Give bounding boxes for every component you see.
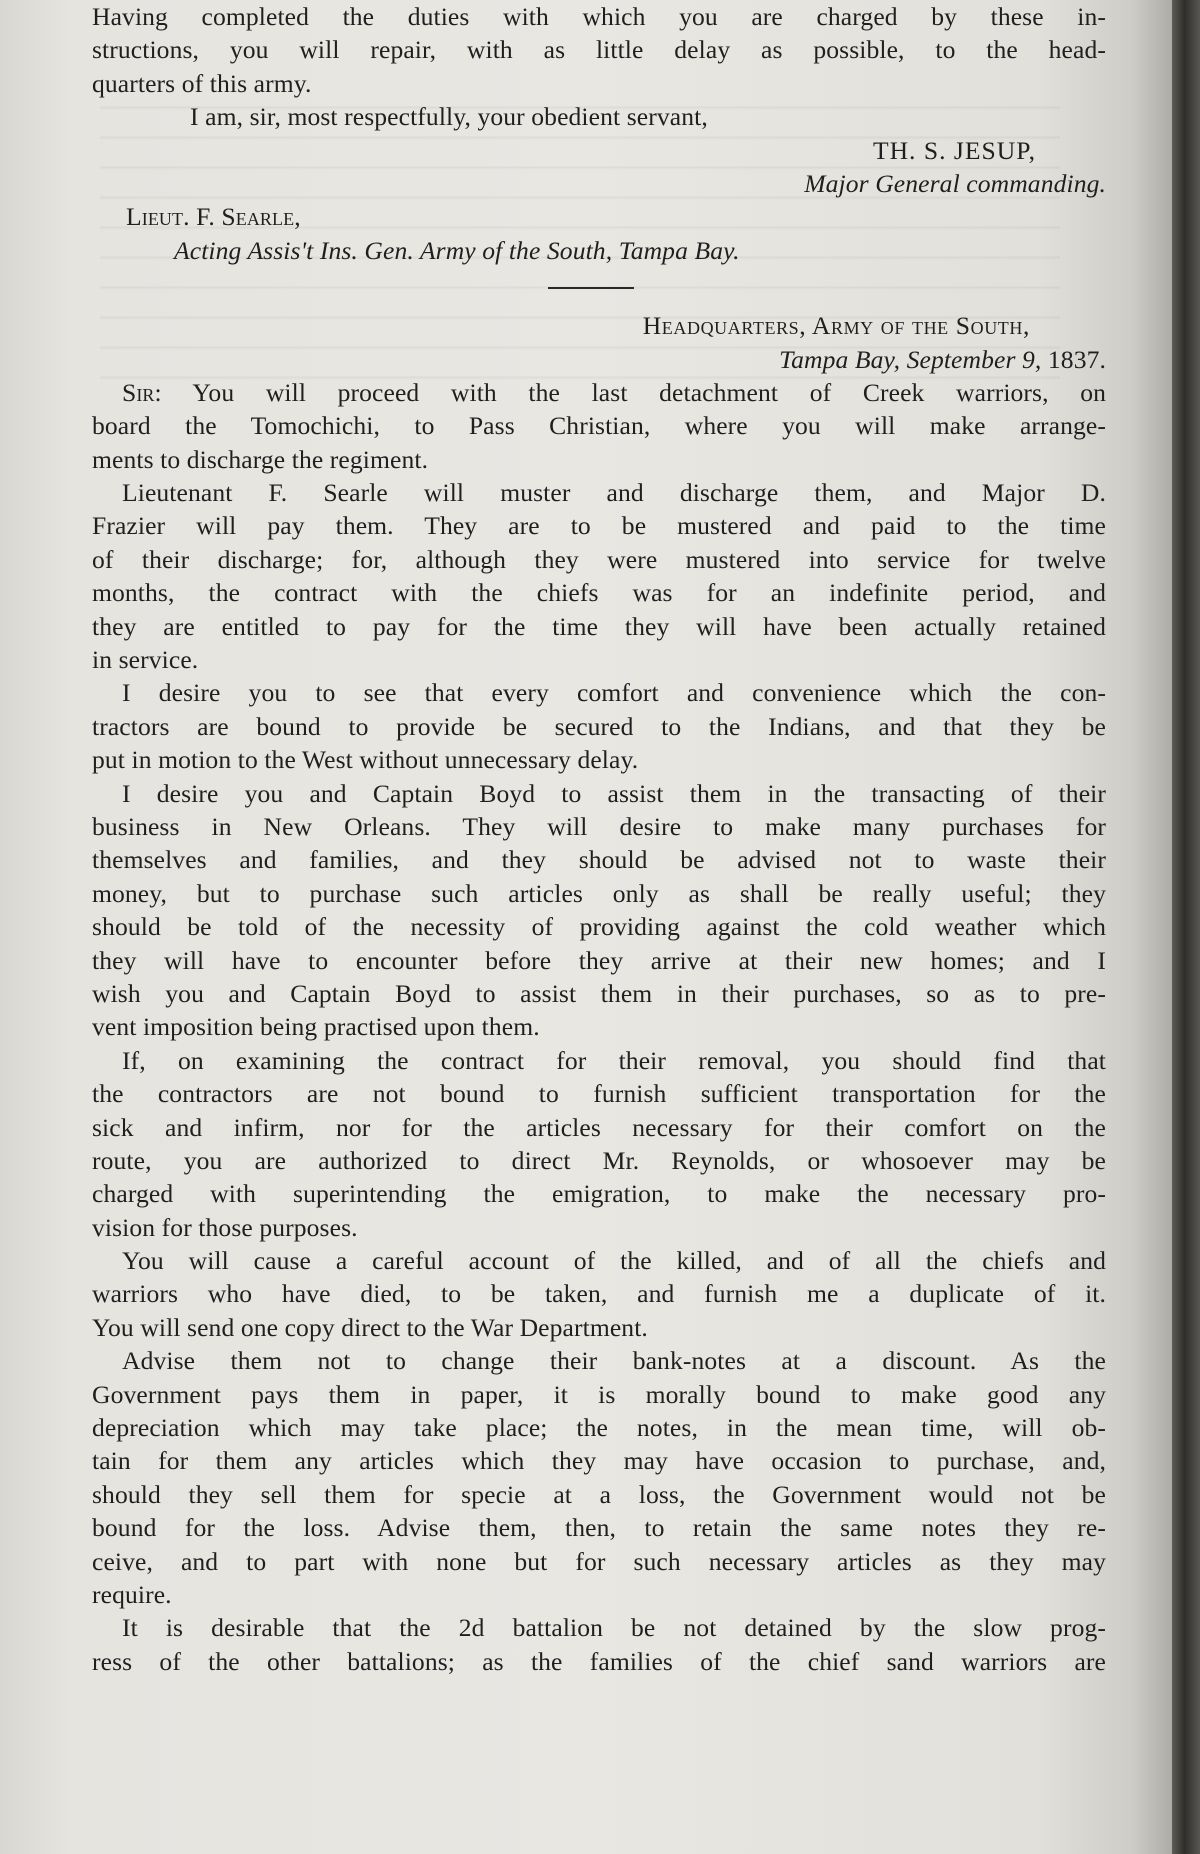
text-line: charged with superintending the emigration, to make the necessary pro-	[92, 1179, 1106, 1209]
text-line: should they sell them for specie at a loss, the Government would not be	[92, 1479, 1106, 1509]
text-line: tain for them any articles which they may have occasion to purchase, and,	[92, 1446, 1106, 1476]
signature-name: TH. S. JESUP,	[872, 135, 1036, 165]
text-line: vent imposition being practised upon them.	[92, 1012, 540, 1042]
addressee-name: Lieut. F. Searle,	[126, 202, 301, 232]
text-line: sick and infirm, nor for the articles necessary for their comfort on the	[92, 1112, 1106, 1142]
text-line: warriors who have died, to be taken, and furnish me a duplicate of it.	[92, 1279, 1106, 1309]
section-divider	[548, 287, 634, 289]
book-binding-gutter	[1172, 0, 1200, 1854]
text-line: Advise them not to change their bank-notes at a discount. As the	[122, 1346, 1106, 1376]
text-line: It is desirable that the 2d battalion be not detained by the slow prog-	[122, 1613, 1106, 1643]
text-line: the contractors are not bound to furnish sufficient transportation for the	[92, 1079, 1106, 1109]
text-line: vision for those purposes.	[92, 1212, 358, 1242]
text-line: depreciation which may take place; the notes, in the mean time, will ob-	[92, 1413, 1106, 1443]
date-place: Tampa Bay, September 9,	[779, 344, 1042, 374]
text-line: structions, you will repair, with as little delay as possible, to the head-	[92, 35, 1106, 65]
text-line-rest: You will proceed with the last detachment of Creek warriors, on	[161, 377, 1106, 407]
text-line: You will cause a careful account of the killed, and of all the chiefs and	[122, 1246, 1106, 1276]
text-line: wish you and Captain Boyd to assist them in their purchases, so as to pre-	[92, 978, 1106, 1008]
text-line: they will have to encounter before they arrive at their new homes; and I	[92, 945, 1106, 975]
text-line: should be told of the necessity of providing against the cold weather which	[92, 912, 1106, 942]
text-line: months, the contract with the chiefs was for an indefinite period, and	[92, 578, 1106, 608]
text-line: I desire you to see that every comfort and convenience which the con-	[122, 678, 1106, 708]
text-line: Government pays them in paper, it is morally bound to make good any	[92, 1379, 1106, 1409]
text-line: money, but to purchase such articles only as shall be really useful; they	[92, 878, 1106, 908]
text-line: I desire you and Captain Boyd to assist them in the transacting of their	[122, 778, 1106, 808]
text-line: Having completed the duties with which you are charged by these in-	[92, 2, 1106, 31]
text-line: business in New Orleans. They will desire to make many purchases for	[92, 811, 1106, 841]
page-text	[92, 0, 1106, 1678]
text-line: in service.	[92, 645, 199, 675]
text-line: require.	[92, 1579, 172, 1609]
text-line: Lieutenant F. Searle will muster and discharge them, and Major D.	[122, 478, 1106, 508]
text-line: board the Tomochichi, to Pass Christian, where you will make arrange-	[92, 411, 1106, 441]
text-line: put in motion to the West without unnecessary delay.	[92, 745, 639, 775]
text-line: of their discharge; for, although they were mustered into service for twelve	[92, 544, 1106, 574]
text-line: they are entitled to pay for the time they will have been actually retained	[92, 611, 1106, 641]
text-line: If, on examining the contract for their removal, you should find that	[122, 1045, 1106, 1075]
text-line: ments to discharge the regiment.	[92, 444, 429, 474]
text-line: bound for the loss. Advise them, then, to retain the same notes they re-	[92, 1513, 1106, 1543]
text-line: You will send one copy direct to the War Department.	[92, 1312, 648, 1342]
signature-title: Major General commanding.	[804, 168, 1106, 198]
text-line: themselves and families, and they should be advised not to waste their	[92, 845, 1106, 875]
text-line: ress of the other battalions; as the families of the chief sand warriors are	[92, 1646, 1106, 1676]
letter-heading: Headquarters, Army of the South,	[642, 311, 1030, 341]
closing-salutation: I am, sir, most respectfully, your obedient servant,	[190, 102, 708, 132]
text-line: ceive, and to part with none but for such necessary articles as they may	[92, 1546, 1106, 1576]
letter-salutation: Sir:	[122, 377, 162, 407]
text-line: route, you are authorized to direct Mr. Reynolds, or whosoever may be	[92, 1145, 1106, 1175]
addressee-title: Acting Assis't Ins. Gen. Army of the South, Tampa Bay.	[174, 235, 740, 265]
text-line: tractors are bound to provide be secured to the Indians, and that they be	[92, 711, 1106, 741]
date-year: 1837.	[1047, 344, 1106, 374]
text-line: Frazier will pay them. They are to be mustered and paid to the time	[92, 511, 1106, 541]
text-line	[92, 376, 1106, 409]
text-line: quarters of this army.	[92, 68, 312, 98]
letter-date	[92, 343, 1106, 376]
